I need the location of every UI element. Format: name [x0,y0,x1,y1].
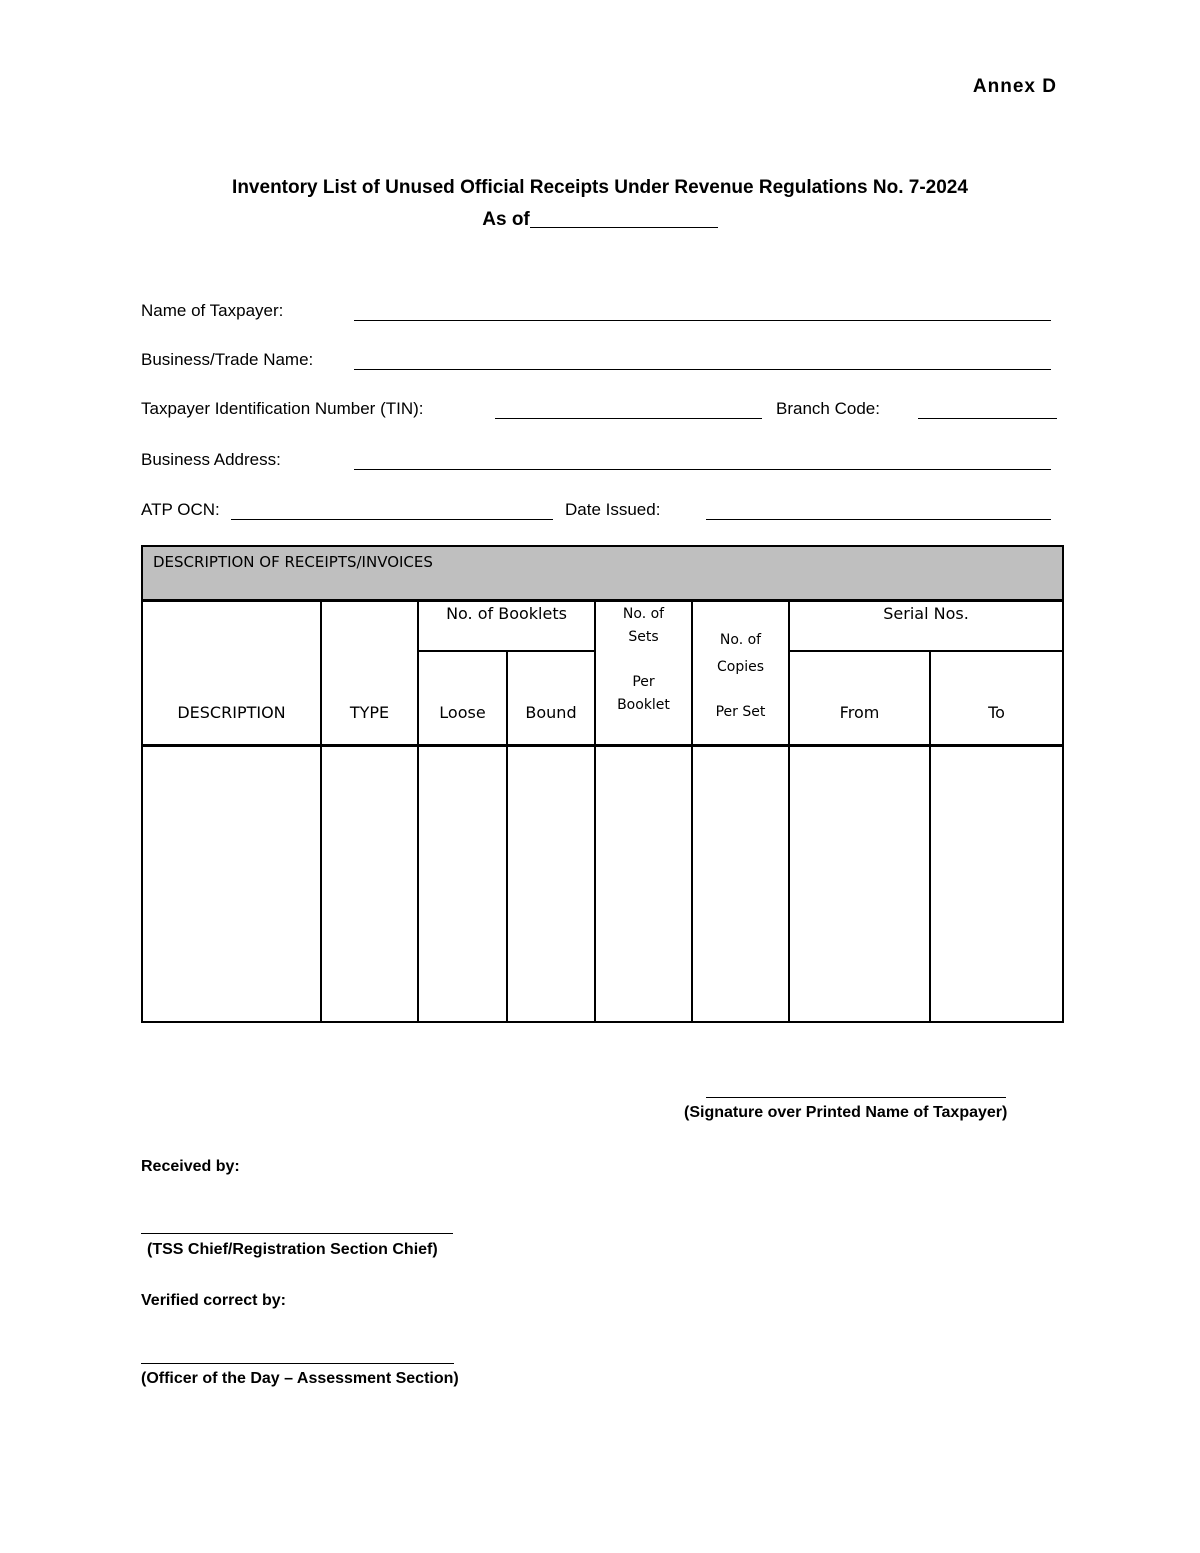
officer-signature-line[interactable] [141,1363,454,1364]
date-issued-label: Date Issued: [565,500,661,519]
tin-label: Taxpayer Identification Number (TIN): [141,399,424,418]
col-from: From [789,651,930,746]
address-field[interactable] [354,469,1051,470]
officer-caption: (Officer of the Day – Assessment Section) [141,1370,459,1387]
cell-from[interactable] [789,746,930,1023]
annex-label: Annex D [972,76,1057,97]
tss-chief-signature-line[interactable] [141,1233,453,1234]
copies-label-2: Copies [716,659,765,675]
received-by-label: Received by: [141,1158,240,1175]
col-bound: Bound [507,651,595,746]
receipts-table [141,545,1064,1023]
trade-name-field[interactable] [354,369,1051,370]
cell-description[interactable] [142,746,321,1023]
sets-label-3: Per [632,674,655,690]
sets-label-2: Sets [628,629,659,645]
col-loose: Loose [418,651,507,746]
col-description: DESCRIPTION [142,601,321,746]
tin-field[interactable] [495,418,762,419]
address-label: Business Address: [141,450,281,469]
as-of-field[interactable] [530,209,718,228]
col-to: To [930,651,1063,746]
col-serial-nos: Serial Nos. [789,601,1063,651]
cell-copies[interactable] [692,746,789,1023]
cell-sets[interactable] [595,746,692,1023]
taxpayer-signature-caption: (Signature over Printed Name of Taxpayer) [684,1104,1008,1121]
taxpayer-signature-line[interactable] [706,1097,1006,1098]
branch-code-field[interactable] [918,418,1057,419]
verified-by-label: Verified correct by: [141,1292,286,1309]
sets-label-4: Booklet [617,697,670,713]
atp-ocn-label: ATP OCN: [141,500,220,519]
as-of-row [0,209,1200,231]
tss-chief-caption: (TSS Chief/Registration Section Chief) [147,1241,438,1258]
col-booklets: No. of Booklets [418,601,595,651]
branch-code-label: Branch Code: [776,399,880,418]
as-of-label: As of [482,209,530,230]
col-type: TYPE [321,601,418,746]
col-sets-per-booklet [595,601,692,746]
sets-label-1: No. of [622,606,665,622]
copies-label-3: Per Set [715,704,766,720]
form-title: Inventory List of Unused Official Receipts Under Revenue Regulations No. 7-2024 [232,177,968,198]
taxpayer-name-label: Name of Taxpayer: [141,301,284,320]
cell-type[interactable] [321,746,418,1023]
trade-name-label: Business/Trade Name: [141,350,314,369]
copies-label-1: No. of [719,632,762,648]
cell-loose[interactable] [418,746,507,1023]
col-copies-per-set [692,601,789,746]
taxpayer-name-field[interactable] [354,320,1051,321]
table-section-title: DESCRIPTION OF RECEIPTS/INVOICES [142,546,1063,601]
cell-bound[interactable] [507,746,595,1023]
cell-to[interactable] [930,746,1063,1023]
date-issued-field[interactable] [706,519,1051,520]
atp-ocn-field[interactable] [231,519,553,520]
